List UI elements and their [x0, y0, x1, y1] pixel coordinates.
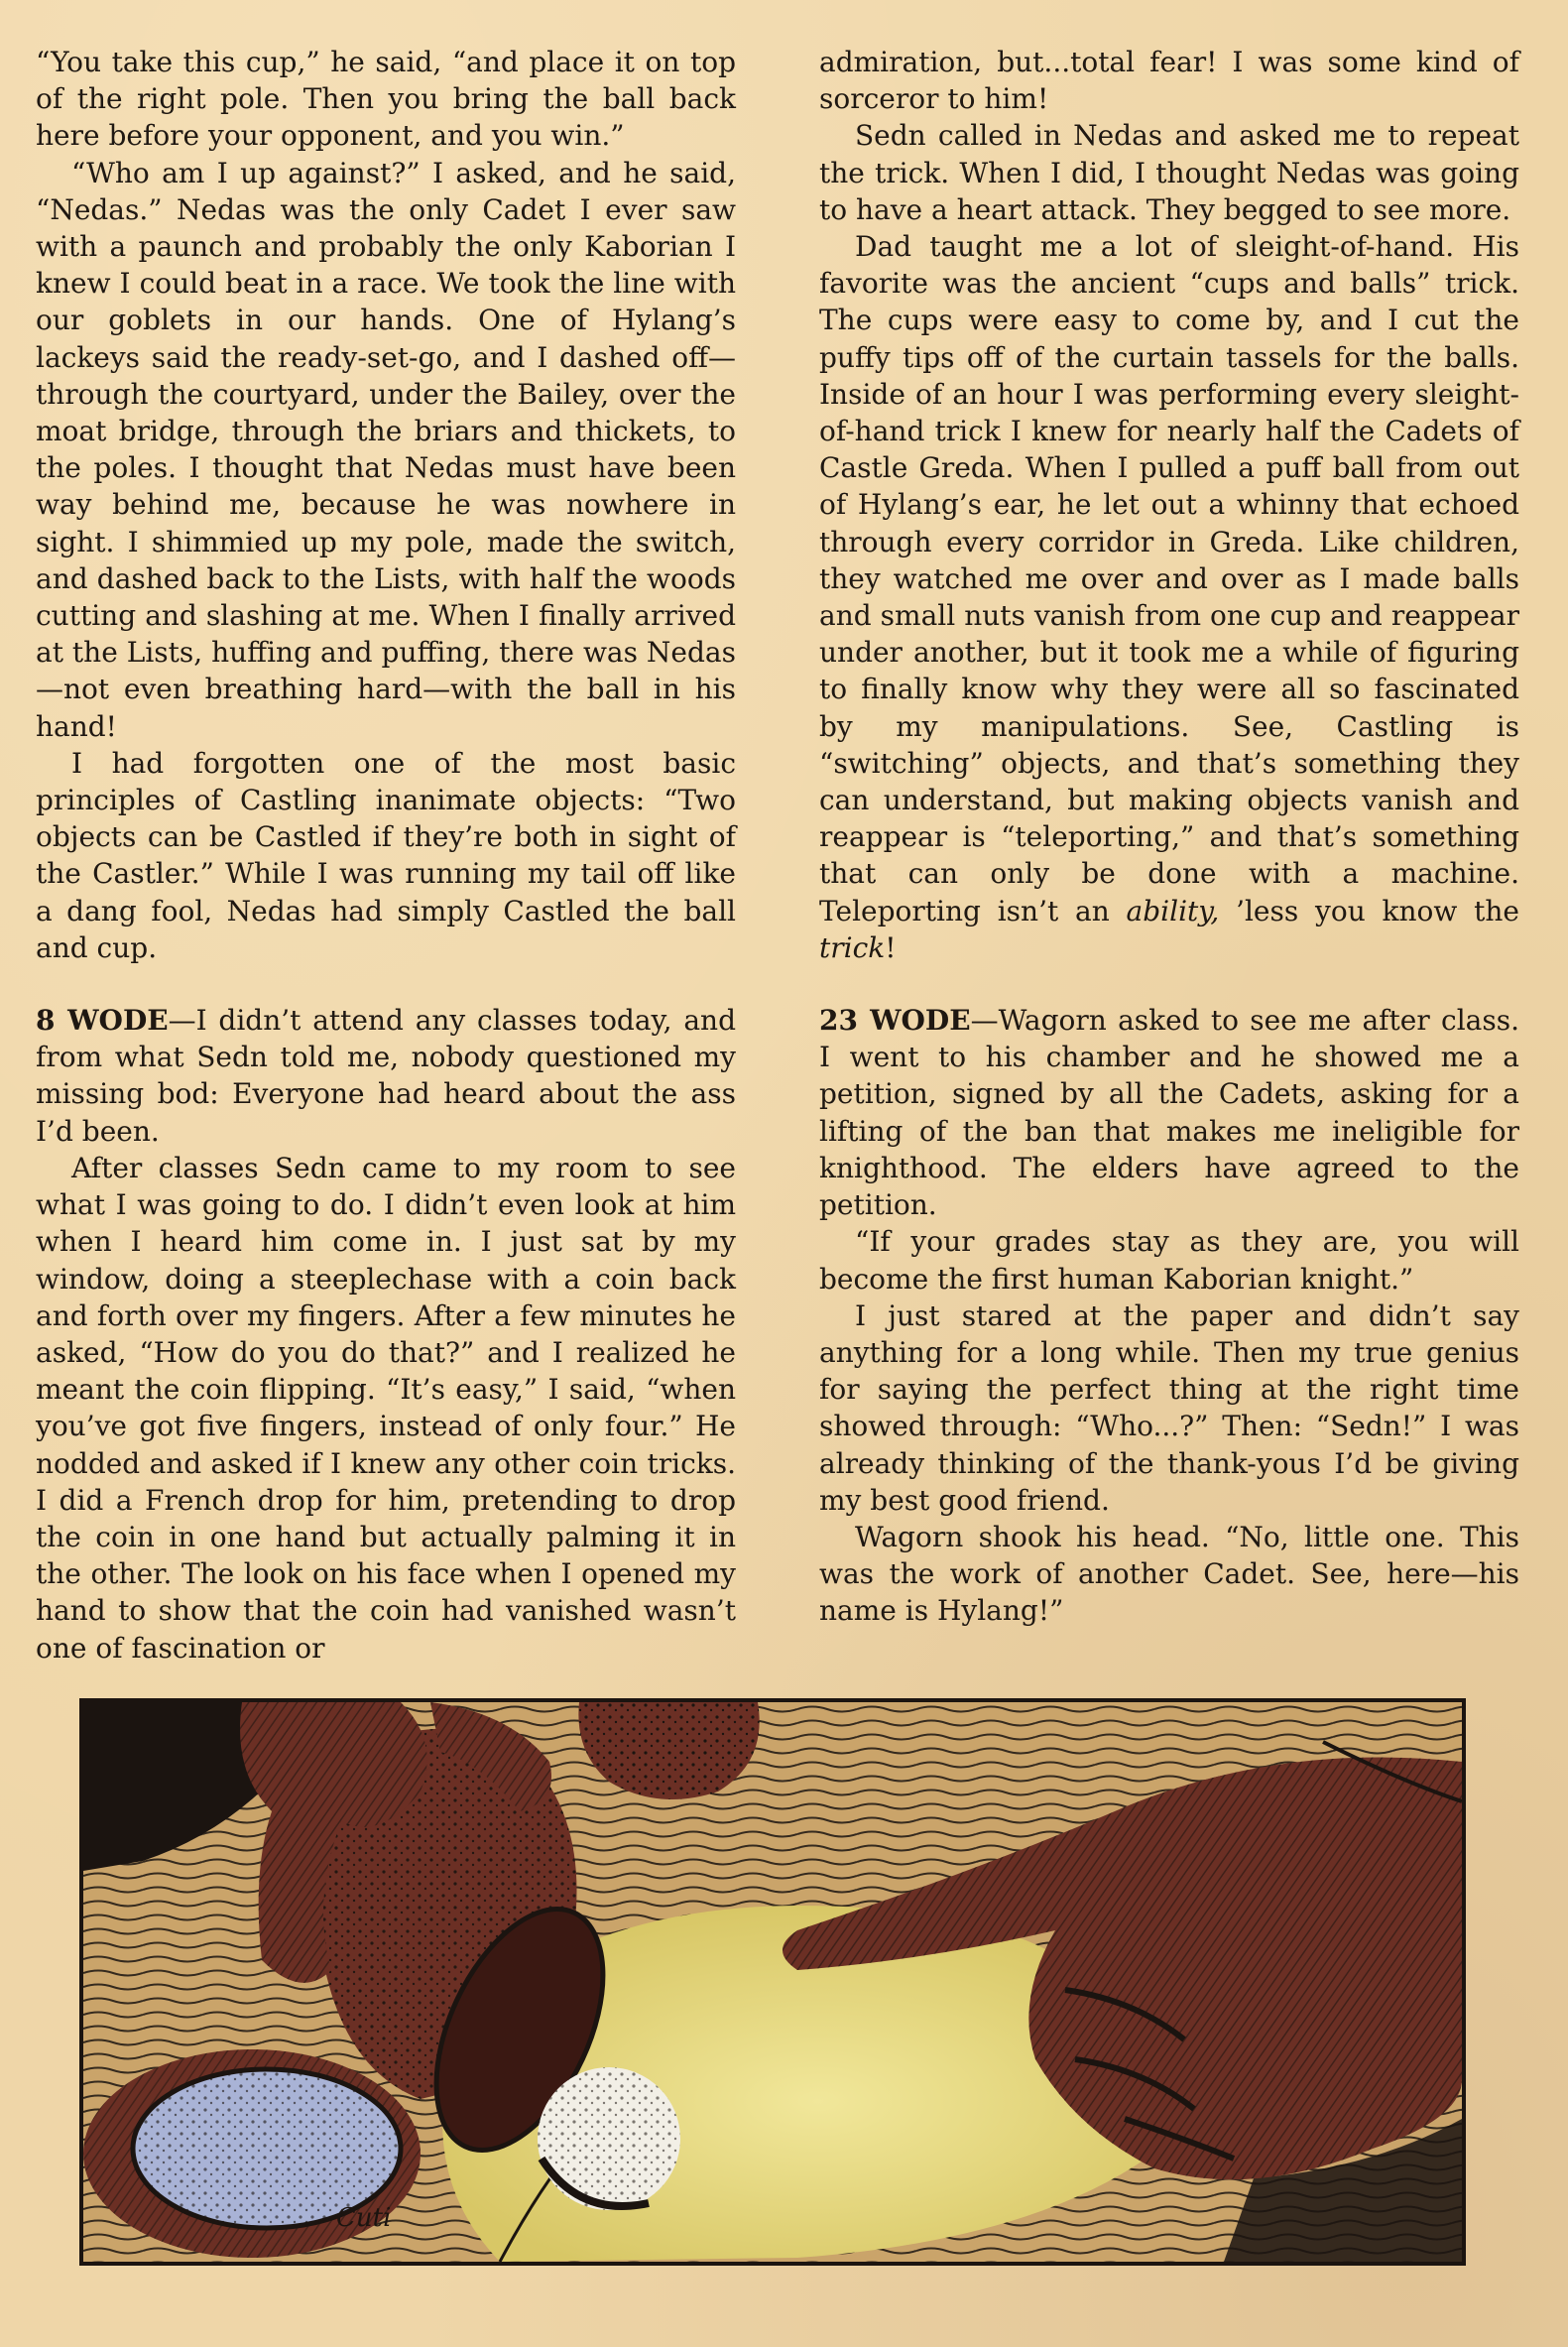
- illustration-drawing: [83, 1702, 1462, 2262]
- paragraph-text: ’less you know the: [1219, 894, 1519, 927]
- paragraph: “You take this cup,” he said, “and place it on top of the right pole. Then you bring the ball back here before your opponent, and you win.”: [36, 46, 736, 153]
- paragraph: admiration, but...total fear! I was some kind of sorceror to him!: [819, 46, 1519, 116]
- ball-icon: [538, 2067, 680, 2210]
- paragraph-text: !: [885, 930, 897, 964]
- paragraph: I had forgotten one of the most basic principles of Castling inanimate objects: “Two objects can be Castled if they’re both in sight of the Castler.” While I was running my tail off like a dang fool, Nedas had simply Castled the ball and cup.: [36, 746, 736, 964]
- paragraph-text: Dad taught me a lot of sleight-of-hand. His favorite was the ancient “cups and balls” trick. The cups were easy to come by, and I cut the puffy tips off of the curtain tassels for the balls. Inside of an hour I was performing every sleight-of-hand trick I knew for nearly half the Cadets of Castle Greda. When I pulled a puff ball from out of Hylang’s ear, he let out a whinny that echoed through every corridor in Greda. Like children, they watched me over and over as I made balls and small nuts vanish from one cup and reappear under another, but it took me a while of figuring to finally know why they were all so fascinated by my manipulations. See, Castling is “switching” objects, and that’s something they can understand, but making objects vanish and reappear is “teleporting,” and that’s something that can only be done with a machine. Teleporting isn’t an: [819, 230, 1519, 927]
- cups-and-balls-illustration: [79, 1698, 1466, 2266]
- artist-signature: Cuti: [336, 2203, 392, 2233]
- text-column-right: [819, 44, 1519, 1630]
- paragraph: “Who am I up against?” I asked, and he said, “Nedas.” Nedas was the only Cadet I ever saw with a paunch and probably the only Kaborian I knew I could beat in a race. We took the line with our goblets in our hands. One of Hylang’s lackeys said the ready-set-go, and I dashed off—through the courtyard, under the Bailey, over the moat bridge, through the briars and thickets, to the poles. I thought that Nedas must have been way behind me, because he was nowhere in sight. I shimmied up my pole, made the switch, and dashed back to the Lists, with half the woods cutting and slashing at me. When I finally arrived at the Lists, huffing and puffing, there was Nedas—not even breathing hard—with the ball in his hand!: [36, 156, 736, 743]
- paragraph: After classes Sedn came to my room to see what I was going to do. I didn’t even look at him when I heard him come in. I just sat by my window, doing a steeplechase with a coin back and forth over my fingers. After a few minutes he asked, “How do you do that?” and I realized he meant the coin flipping. “It’s easy,” I said, “when you’ve got five fingers, instead of only four.” He nodded and asked if I knew any other coin tricks. I did a French drop for him, pretending to drop the coin in one hand but actually palming it in the other. The look on his face when I opened my hand to show that the coin had vanished wasn’t one of fascination or: [36, 1151, 736, 1665]
- italic-word: ability,: [1126, 894, 1220, 927]
- entry-date-heading: 23 WODE: [819, 1004, 971, 1038]
- entry-date-heading: 8 WODE: [36, 1004, 169, 1038]
- paragraph: Wagorn shook his head. “No, little one. This was the work of another Cadet. See, here—his name is Hylang!”: [819, 1520, 1519, 1628]
- paragraph: Sedn called in Nedas and asked me to repeat the trick. When I did, I thought Nedas was going to have a heart attack. They begged to see more.: [819, 119, 1519, 226]
- paragraph: “If your grades stay as they are, you will become the first human Kaborian knight.”: [819, 1225, 1519, 1296]
- journal-entry-8-wode: [36, 1002, 736, 1150]
- journal-entry-23-wode: [819, 1002, 1519, 1223]
- paragraph: I just stared at the paper and didn’t say anything for a long while. Then my true genius for saying the perfect thing at the right time showed through: “Who...?” Then: “Sedn!” I was already thinking of the thank-yous I’d be giving my best good friend.: [819, 1298, 1519, 1517]
- italic-word: trick: [819, 930, 886, 964]
- text-column-left: [36, 44, 736, 1667]
- entry-text: —I didn’t attend any classes today, and from what Sedn told me, nobody questioned my missing bod: Everyone had heard about the ass I’d been.: [36, 1004, 736, 1148]
- entry-text: —Wagorn asked to see me after class. I went to his chamber and he showed me a petition, signed by all the Cadets, asking for a lifting of the ban that makes me ineligible for knighthood. The elders have agreed to the petition.: [819, 1004, 1520, 1222]
- paragraph: [819, 228, 1519, 966]
